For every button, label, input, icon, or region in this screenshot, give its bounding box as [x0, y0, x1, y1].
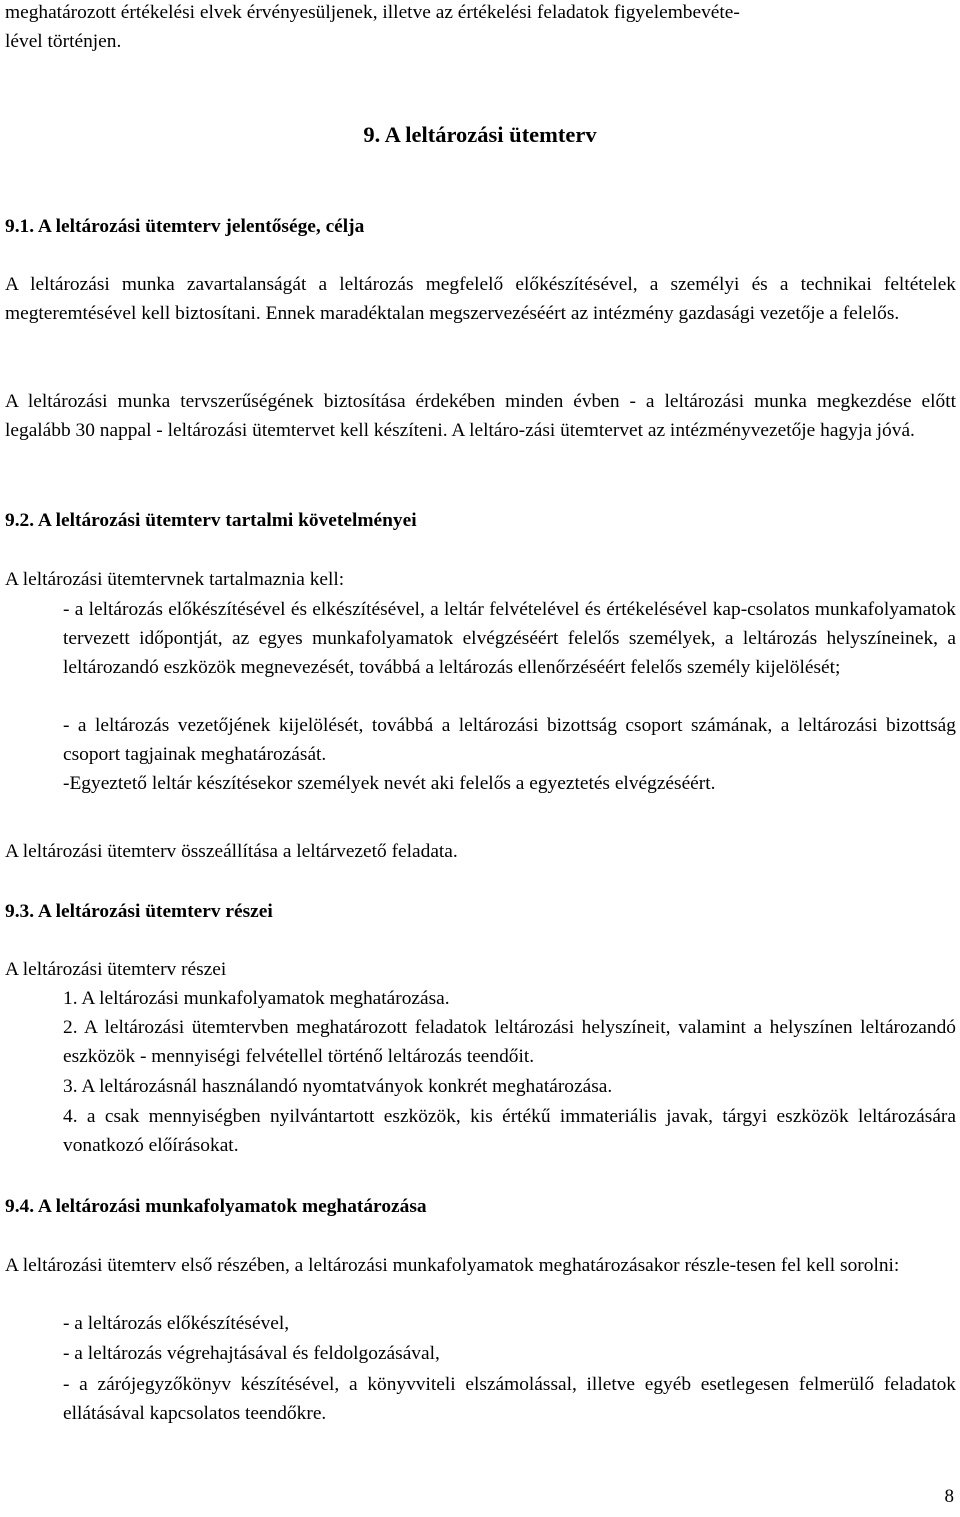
section-9-4-item-2: - a leltározás végrehajtásával és feldolgozásával, — [63, 1343, 440, 1364]
section-9-3-item-3: 3. A leltározásnál használandó nyomtatványok konkrét meghatározása. — [63, 1076, 613, 1097]
section-9-2-lead: A leltározási ütemtervnek tartalmaznia kell: — [5, 569, 345, 590]
section-9-1-paragraph-2: A leltározási munka tervszerűségének biztosítása érdekében minden évben - a leltározási munka megkezdése előtt legalább 30 nappal - leltározási ütemtervet kell készíteni. A leltáro-zási ütemtervet az intézményvezetője hagyja jóvá. — [5, 391, 956, 441]
section-9-2-item-3: -Egyeztető leltár készítésekor személyek nevét aki felelős a egyeztetés elvégzéséért. — [63, 773, 716, 794]
section-9-2-closing: A leltározási ütemterv összeállítása a leltárvezető feladata. — [5, 841, 458, 862]
section-9-2-heading: 9.2. A leltározási ütemterv tartalmi követelményei — [5, 510, 417, 531]
section-9-3-item-1: 1. A leltározási munkafolyamatok meghatározása. — [63, 988, 450, 1009]
section-9-4-heading: 9.4. A leltározási munkafolyamatok meghatározása — [5, 1196, 427, 1217]
page-number: 8 — [944, 1486, 954, 1507]
section-9-4-item-1: - a leltározás előkészítésével, — [63, 1313, 290, 1334]
section-9-4-item-3: - a zárójegyzőkönyv készítésével, a könyvviteli elszámolással, illetve egyéb esetlegesen felmerülő feladatok ellátásával kapcsolatos teendőkre. — [63, 1374, 956, 1424]
chapter-title: 9. A leltározási ütemterv — [363, 122, 597, 147]
section-9-2-item-2: - a leltározás vezetőjének kijelölését, továbbá a leltározási bizottság csoport számának, a leltározási bizottság csoport tagjainak meghatározását. — [63, 715, 956, 765]
section-9-3-lead: A leltározási ütemterv részei — [5, 959, 227, 980]
intro-line-1: meghatározott értékelési elvek érvényesüljenek, illetve az értékelési feladatok figyelembevéte- — [5, 2, 740, 23]
section-9-1-heading: 9.1. A leltározási ütemterv jelentősége, célja — [5, 216, 365, 237]
section-9-1-paragraph-1: A leltározási munka zavartalanságát a leltározás megfelelő előkészítésével, a személyi és a technikai feltételek megteremtésével kell biztosítani. Ennek maradéktalan megszervezéséért az intézmény gazdasági vezetője a felelős. — [5, 274, 956, 324]
intro-line-2: lével történjen. — [5, 31, 122, 52]
section-9-2-item-1: - a leltározás előkészítésével és elkészítésével, a leltár felvételével és értékelésével kap-csolatos munkafolyamatok tervezett időpontját, az egyes munkafolyamatok elvégzéséért felelős személyek, a leltározás helyszíneinek, a leltározandó eszközök megnevezését, továbbá a leltározás ellenőrzéséért felelős személy kijelölését; — [63, 599, 956, 678]
section-9-3-item-2: 2. A leltározási ütemtervben meghatározott feladatok leltározási helyszíneit, valamint a helyszínen leltározandó eszközök - mennyiségi felvétellel történő leltározás teendőit. — [63, 1017, 956, 1067]
section-9-3-item-4: 4. a csak mennyiségben nyilvántartott eszközök, kis értékű immateriális javak, tárgyi eszközök leltározására vonatkozó előírásokat. — [63, 1106, 956, 1156]
section-9-4-lead: A leltározási ütemterv első részében, a leltározási munkafolyamatok meghatározásakor részle-tesen fel kell sorolni: — [5, 1255, 900, 1276]
section-9-3-heading: 9.3. A leltározási ütemterv részei — [5, 901, 273, 922]
